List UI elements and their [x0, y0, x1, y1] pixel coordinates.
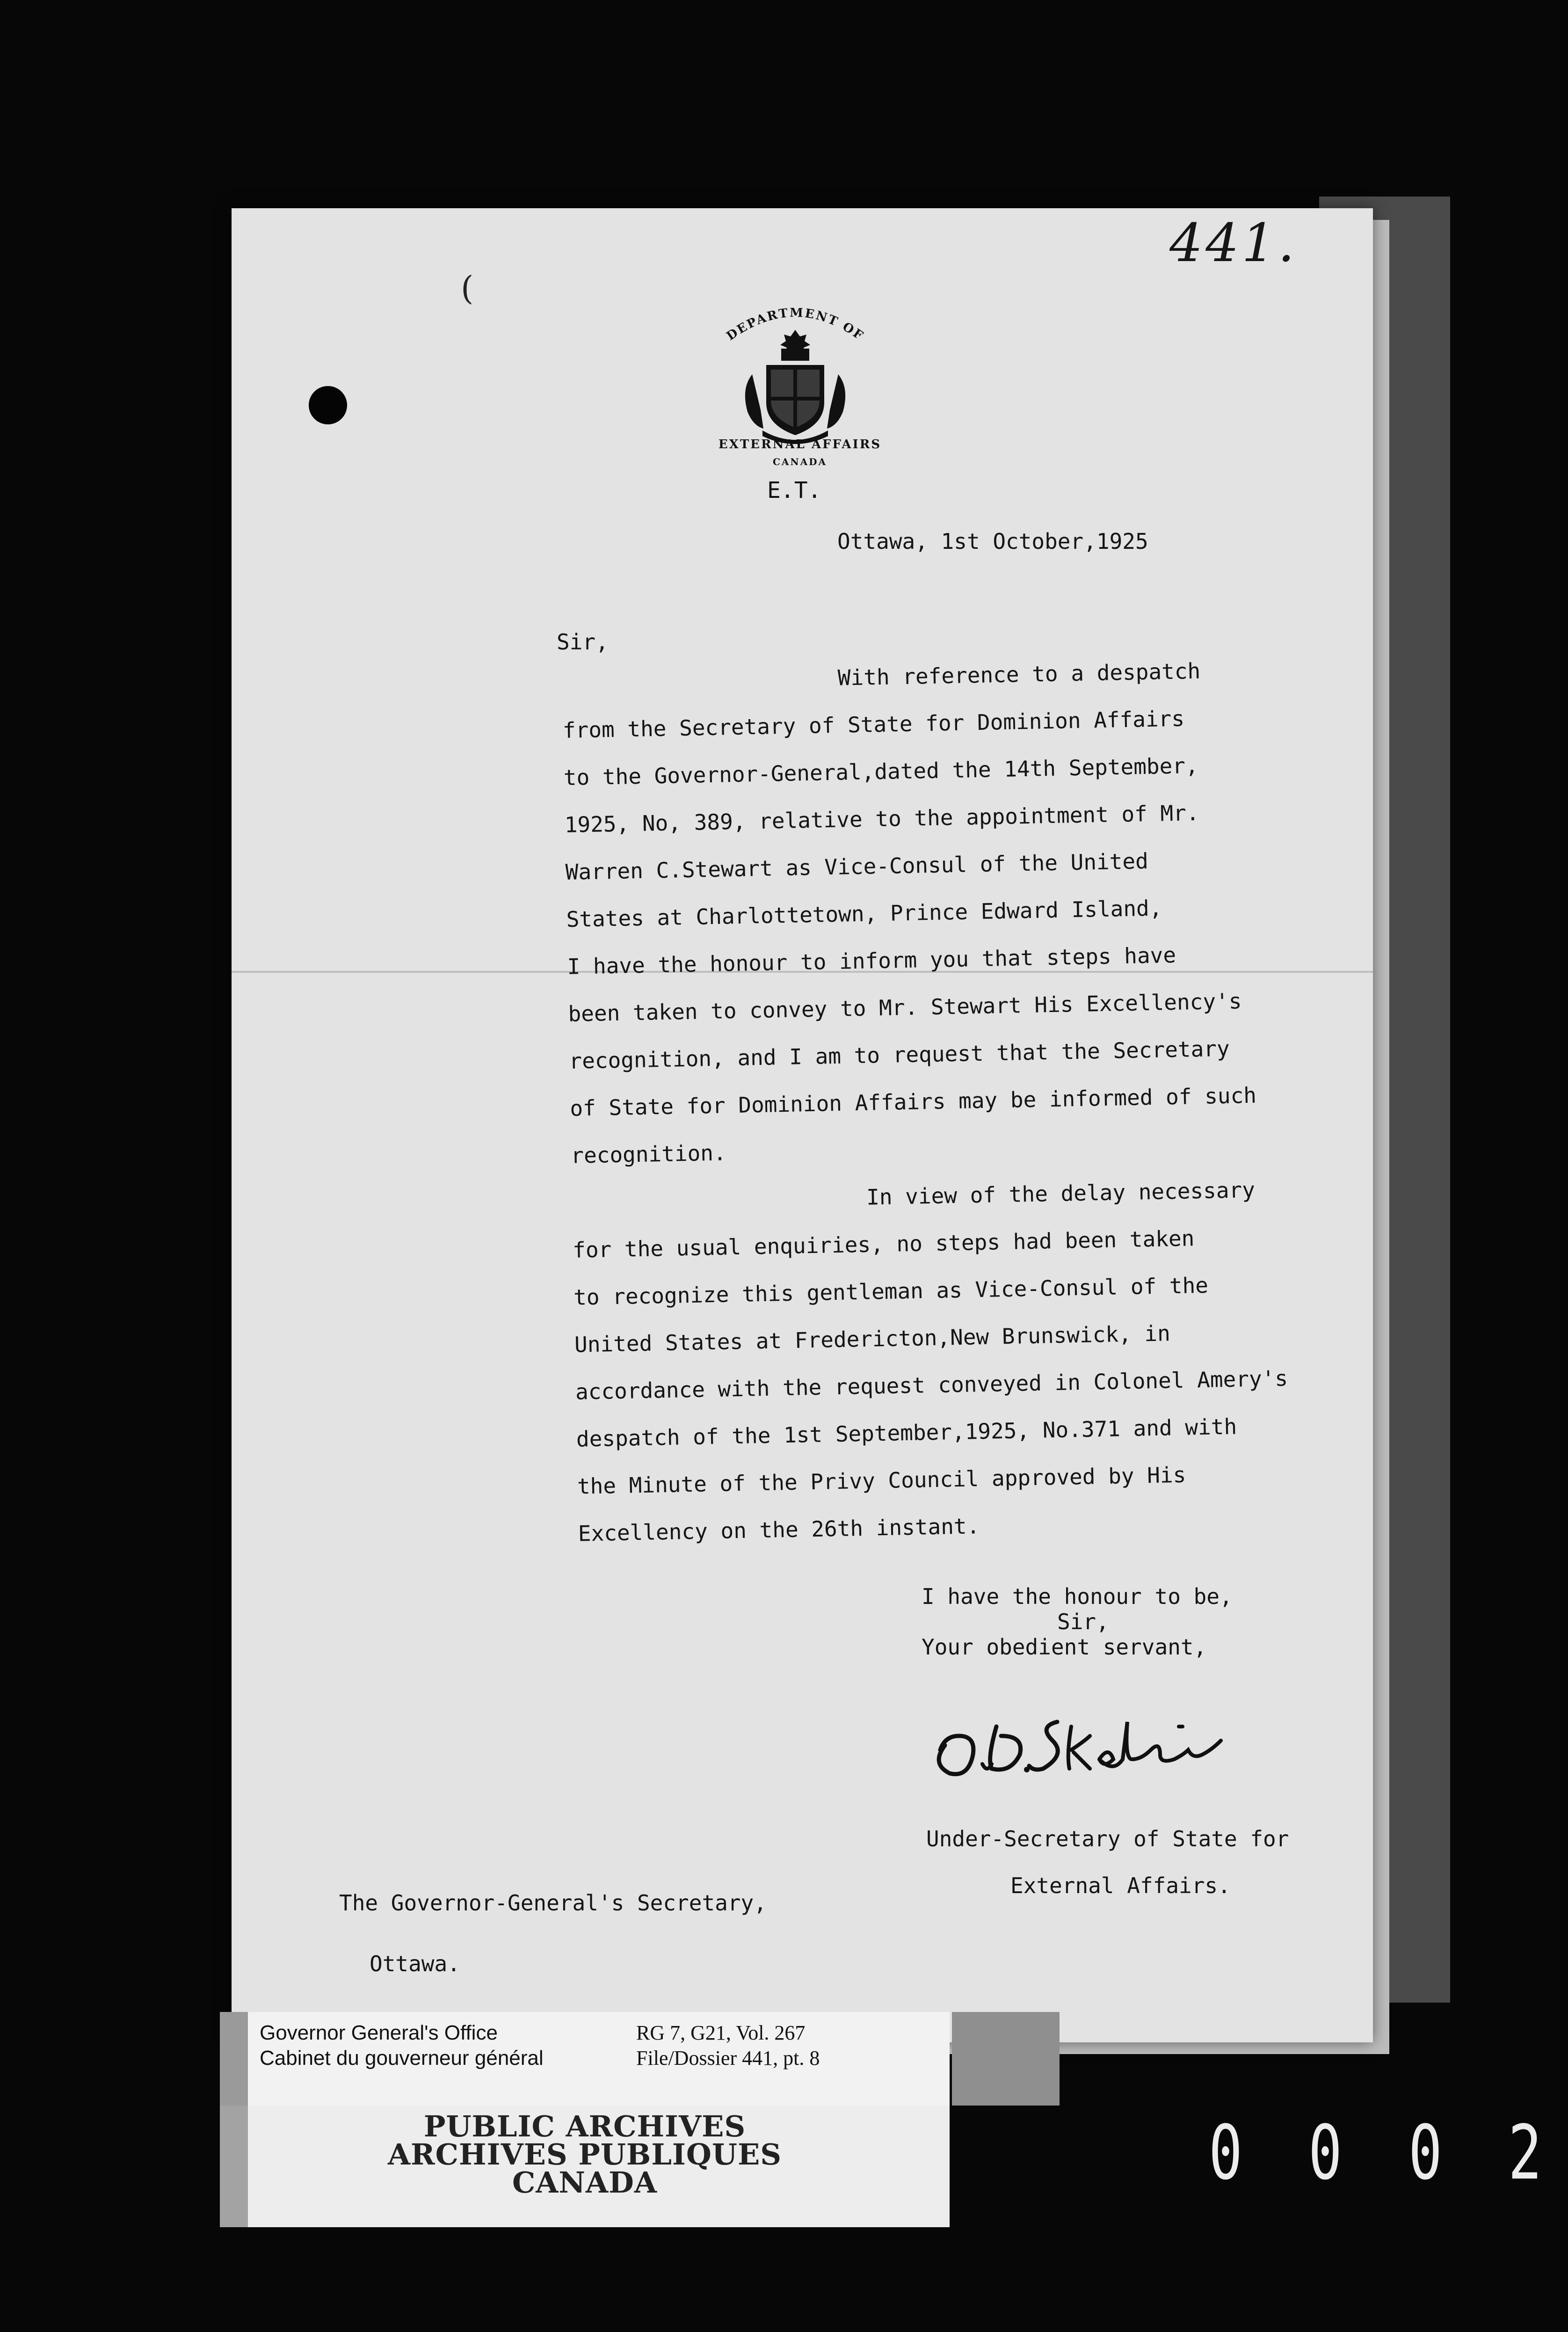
archive-office-en: Governor General's Office [260, 2021, 498, 2044]
frame-digit: 0 [1308, 2108, 1343, 2196]
frame-digit: 2 [1508, 2108, 1542, 2196]
body-line: of State for Dominion Affairs may be informed of such [569, 1082, 1257, 1121]
body-line: States at Charlottetown, Prince Edward Island, [566, 895, 1162, 932]
letter-dateline: Ottawa, 1st October,1925 [837, 529, 1148, 554]
handwritten-page-number: 441. [1169, 213, 1298, 274]
body-line: With reference to a despatch [837, 658, 1201, 691]
label-shadow [220, 2012, 248, 2106]
closing-line: I have the honour to be, [922, 1584, 1233, 1609]
archive-stamp [220, 2109, 950, 2200]
archive-stamp-fr: ARCHIVES PUBLIQUES [387, 2137, 782, 2172]
addressee-city: Ottawa. [370, 1951, 460, 1976]
svg-text:DEPARTMENT OF [724, 306, 866, 343]
letter-salutation: Sir, [557, 629, 609, 655]
stray-pen-mark: ( [461, 269, 474, 307]
archive-stamp-en: PUBLIC ARCHIVES [423, 2109, 746, 2143]
crest-arc-text: DEPARTMENT OF [724, 306, 867, 344]
punch-hole [309, 386, 347, 424]
crest-arc-lettering [711, 296, 879, 352]
archive-stamp-country: CANADA [512, 2165, 658, 2200]
handwritten-signature [917, 1689, 1272, 1811]
body-line: recognition. [570, 1140, 727, 1168]
frame-digit: 0 [1208, 2108, 1243, 2196]
body-line: to recognize this gentleman as Vice-Consul of the [573, 1272, 1209, 1310]
body-line: Warren C.Stewart as Vice-Consul of the United [565, 848, 1149, 885]
body-line: I have the honour to inform you that steps have [567, 942, 1176, 979]
body-line: for the usual enquiries, no steps had been taken [572, 1225, 1195, 1263]
body-line: 1925, No, 389, relative to the appointment of Mr. [564, 800, 1200, 838]
body-line: to the Governor-General,dated the 14th September, [563, 752, 1199, 790]
body-line: United States at Fredericton,New Brunswick, in [574, 1320, 1171, 1357]
body-line: the Minute of the Privy Council approved by His [577, 1462, 1186, 1499]
archive-office-fr: Cabinet du gouverneur général [260, 2047, 544, 2070]
letter-closing [922, 1584, 1233, 1660]
addressee-name: The Governor-General's Secretary, [339, 1890, 767, 1916]
letter-body [561, 646, 1291, 1558]
closing-line: Sir, [1057, 1609, 1109, 1634]
frame-counter [1198, 2110, 1553, 2194]
signatory-title-line: Under-Secretary of State for [926, 1826, 1289, 1851]
body-line: accordance with the request conveyed in Colonel Amery's [575, 1365, 1288, 1405]
signatory-title-line: External Affairs. [1010, 1873, 1231, 1898]
body-line: In view of the delay necessary [866, 1177, 1256, 1210]
label-shadow [952, 2012, 1060, 2106]
archive-file-reference [636, 2020, 820, 2071]
signatory-title [926, 1815, 1289, 1909]
body-line: from the Secretary of State for Dominion Affairs [562, 706, 1185, 743]
letterhead-department: EXTERNAL AFFAIRS [718, 437, 882, 452]
body-line: recognition, and I am to request that the Secretary [568, 1035, 1230, 1074]
body-line: Excellency on the 26th instant. [578, 1513, 980, 1546]
archive-office [260, 2020, 544, 2071]
archive-ref-file: File/Dossier 441, pt. 8 [636, 2047, 820, 2070]
body-line: been taken to convey to Mr. Stewart His Excellency's [568, 988, 1242, 1027]
archive-ref-volume: RG 7, G21, Vol. 267 [636, 2021, 806, 2044]
frame-digit: 0 [1408, 2108, 1442, 2196]
letterhead-country: CANADA [772, 456, 828, 467]
closing-line: Your obedient servant, [922, 1634, 1207, 1660]
body-line: despatch of the 1st September,1925, No.371 and with [576, 1414, 1237, 1452]
letter-reference: E.T. [767, 477, 821, 503]
